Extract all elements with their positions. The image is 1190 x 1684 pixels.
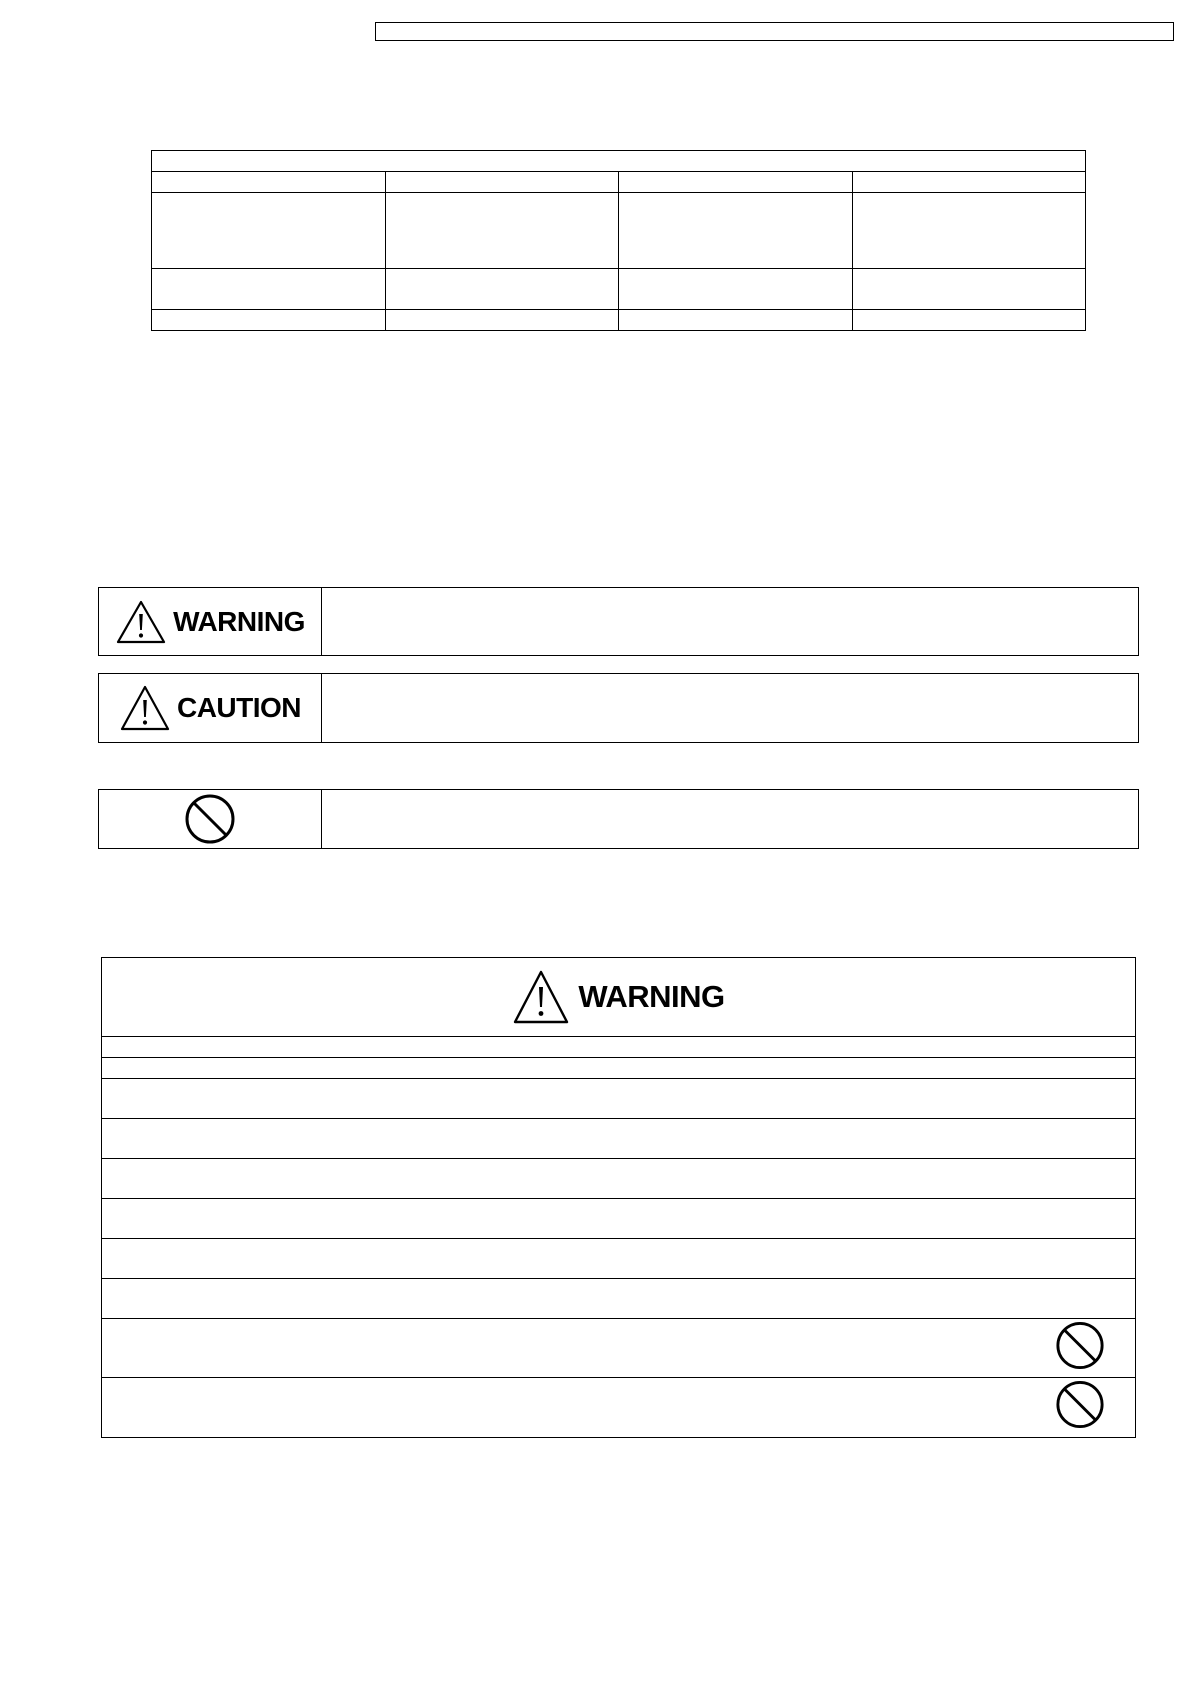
warning-list-header [102,958,1135,1037]
prohibited-icon [1055,1380,1105,1430]
prohibited-icon [184,793,236,845]
table-cell [385,269,619,310]
warning-triangle-icon [119,684,171,732]
table-cell [852,193,1086,269]
table-cell [385,310,619,331]
legend-caution-symbol [99,674,322,742]
table-cell [385,193,619,269]
warning-row [102,1037,1135,1058]
table-row [152,310,1086,331]
warning-row [102,1319,1135,1378]
warning-row [102,1199,1135,1239]
table-cell [152,151,1086,172]
table-cell [619,193,853,269]
warning-row [102,1159,1135,1199]
legend-prohibited-row [98,789,1139,849]
caution-label: CAUTION [176,692,302,723]
table-row [152,151,1086,172]
prohibited-mark [1055,1380,1105,1435]
table-row [152,172,1086,193]
table-cell [152,310,386,331]
table-cell [619,269,853,310]
warning-label: WARNING [173,605,305,637]
warning-row [102,1239,1135,1279]
table-cell [852,310,1086,331]
warning-row [102,1279,1135,1319]
legend-prohibited-symbol [99,790,322,848]
warning-row [102,1119,1135,1159]
table-cell [619,172,853,193]
warning-triangle-icon [512,969,570,1025]
table-cell [152,269,386,310]
warning-row [102,1378,1135,1436]
table-cell [385,172,619,193]
table-cell [852,269,1086,310]
table-cell [852,172,1086,193]
spec-table [151,150,1086,331]
warning-list-title: WARNING [578,979,725,1014]
warning-row [102,1079,1135,1119]
legend-prohibited-description [322,790,1138,848]
table-row [152,269,1086,310]
legend-caution-row [98,673,1139,743]
legend-warning-description [322,588,1138,655]
table-cell [619,310,853,331]
prohibited-icon [1055,1321,1105,1371]
prohibited-mark [1055,1321,1105,1376]
table-cell [152,172,386,193]
legend-warning-row [98,587,1139,656]
header-bar [375,22,1174,41]
warning-row [102,1058,1135,1079]
legend-warning-symbol [99,588,322,655]
table-cell [152,193,386,269]
warning-list-table [101,957,1136,1438]
warning-triangle-icon [115,599,167,645]
legend-caution-description [322,674,1138,742]
table-row [152,193,1086,269]
